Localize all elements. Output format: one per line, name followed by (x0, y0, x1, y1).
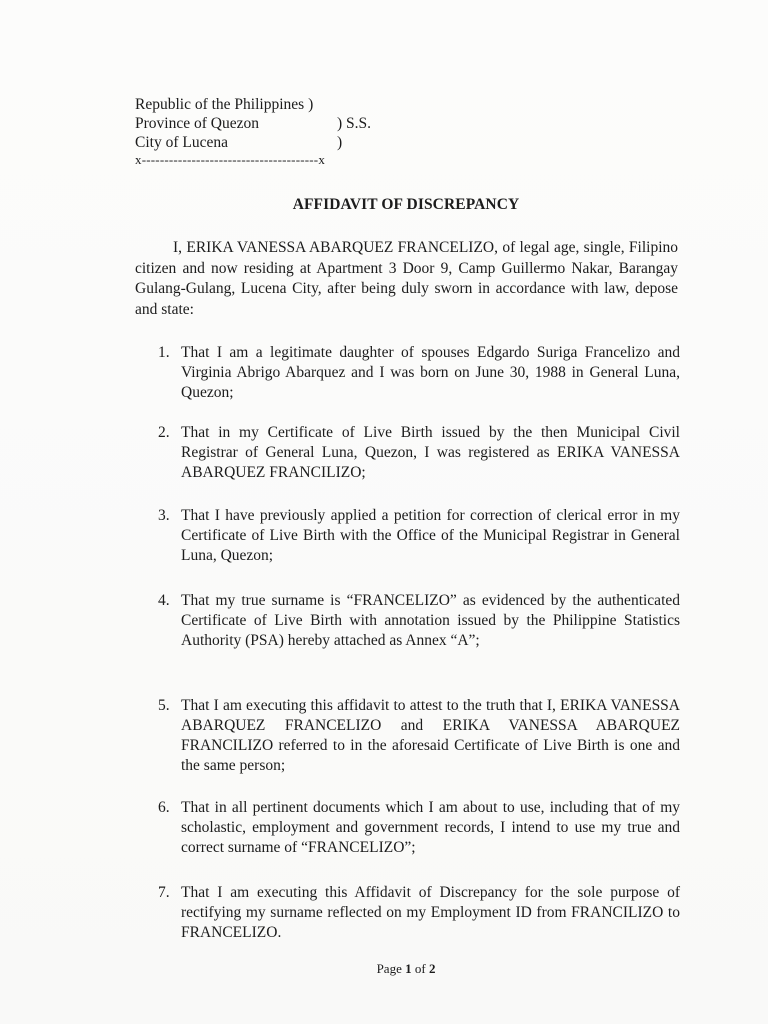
document-title: AFFIDAVIT OF DISCREPANCY (292, 196, 520, 213)
page-current: 1 (405, 961, 412, 976)
venue-city-text: City of Lucena (135, 134, 228, 151)
venue-province-text: Province of Quezon (135, 115, 259, 132)
page-total: 2 (428, 961, 436, 976)
list-item-text: That I have previously applied a petition for correction of clerical error in my Certificate of Live Birth with the Office of the Municipal Registrar in General Luna, Quezon; (181, 507, 680, 564)
list-item-text: That I am a legitimate daughter of spouses Edgardo Suriga Francelizo and Virginia Abrigo Abarquez and I was born on June 30, 1988 in General Luna, Quezon; (181, 344, 680, 401)
list-item (158, 883, 680, 943)
venue-divider: x---------------------------------------x (135, 152, 326, 167)
list-item (158, 696, 680, 776)
list-item-text: That in my Certificate of Live Birth issued by the then Municipal Civil Registrar of General Luna, Quezon, I was registered as ERIKA VANESSA ABARQUEZ FRANCILIZO; (181, 424, 680, 481)
list-item-number: 3. (158, 507, 170, 524)
list-item (158, 343, 680, 403)
list-item-number: 7. (158, 884, 170, 901)
list-item-number: 6. (158, 799, 170, 816)
page-of: of (414, 961, 426, 976)
page-number (0, 961, 768, 977)
list-item-text: That I am executing this affidavit to attest to the truth that I, ERIKA VANESSA ABARQUEZ FRANCELIZO and ERIKA VANESSA ABARQUEZ FRANCILIZO referred to in the aforesaid Certificate of Live Birth is one and the same person; (181, 697, 680, 774)
page-word: Page (376, 961, 402, 976)
venue-ss-text: ) S.S. (337, 115, 372, 132)
list-item (158, 591, 680, 651)
intro-paragraph: I, ERIKA VANESSA ABARQUEZ FRANCELIZO, of legal age, single, Filipino citizen and now residing at Apartment 3 Door 9, Camp Guillermo Nakar, Barangay Gulang-Gulang, Lucena City, after being duly sworn in accordance with law, depose and state: (135, 239, 678, 318)
list-item-text: That in all pertinent documents which I am about to use, including that of my scholastic, employment and government records, I intend to use my true and correct surname of “FRANCELIZO”; (181, 799, 680, 856)
list-item-text: That I am executing this Affidavit of Discrepancy for the sole purpose of rectifying my surname reflected on my Employment ID from FRANCILIZO to FRANCELIZO. (181, 884, 680, 941)
list-item (158, 506, 680, 566)
list-item-number: 1. (158, 344, 170, 361)
list-item (158, 798, 680, 858)
venue-republic-text: Republic of the Philippines ) (135, 96, 314, 113)
list-item-text: That my true surname is “FRANCELIZO” as evidenced by the authenticated Certificate of Live Birth with annotation issued by the Philippine Statistics Authority (PSA) hereby attached as Annex “A”; (181, 592, 680, 649)
list-item-number: 4. (158, 592, 170, 609)
venue-city-paren: ) (337, 134, 343, 151)
list-item (158, 423, 680, 483)
list-item-number: 2. (158, 424, 170, 441)
list-item-number: 5. (158, 697, 170, 714)
